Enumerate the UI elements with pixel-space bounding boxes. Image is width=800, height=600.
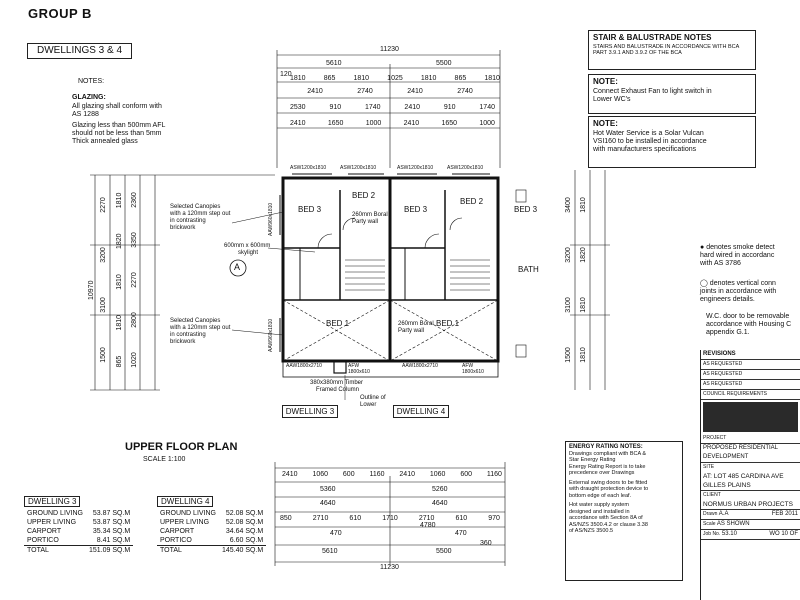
- dim-top-mark: 120: [280, 71, 292, 78]
- dimension-value: 850: [280, 515, 292, 522]
- window-tag: AFW 1800x610: [348, 363, 370, 375]
- revision-row: AS REQUESTED: [701, 360, 800, 370]
- area-row: UPPER LIVING 53.87 SQ.M: [27, 519, 131, 526]
- dimension-value: 2270: [131, 272, 138, 288]
- window-tag: AAW960x1810: [268, 318, 274, 352]
- dimension-value: 1820: [580, 247, 587, 263]
- dimension-value: 2270: [100, 197, 107, 213]
- dimension-value: 2740: [357, 88, 373, 95]
- dimension-value: 1810: [580, 347, 587, 363]
- dimension-value: 865: [323, 75, 336, 82]
- company-logo: [703, 402, 798, 432]
- dim-bottom-3b: 4640: [432, 500, 448, 507]
- dimension-value: 2410: [307, 88, 323, 95]
- dim-overall-top: 11230: [380, 46, 399, 53]
- dimension-value: 1650: [441, 120, 458, 127]
- revision-row: AS REQUESTED: [701, 370, 800, 380]
- dimension-value: 1000: [365, 120, 382, 127]
- dimension-value: 1810: [290, 75, 306, 82]
- window-tag: ASW1200x1810: [290, 165, 327, 171]
- party-wall-top-label: 260mm Boral Party wall: [352, 212, 388, 225]
- dimension-value: 1160: [369, 471, 385, 478]
- dimension-value: 910: [443, 104, 456, 111]
- skylight-label: 600mm x 600mm skylight: [224, 243, 271, 256]
- window-tag: AFW 1800x610: [462, 363, 484, 375]
- dim-right-b: [580, 180, 588, 380]
- dwelling4-tag: DWELLING 4: [393, 405, 449, 418]
- dimension-value: 3400: [565, 197, 572, 213]
- dim-left-half-top: 5610: [326, 60, 342, 67]
- stair-balustrade-notes: STAIR & BALUSTRADE NOTES STAIRS AND BALUSTRADE IN ACCORDANCE WITH BCA PART 3.9.1 AND 3.9.2 OF THE BCA: [588, 30, 756, 70]
- timber-column-label: 380x380mm Timber Framed Column: [310, 380, 364, 393]
- dimension-value: 970: [488, 515, 500, 522]
- glazing-title: GLAZING:: [72, 94, 106, 101]
- dimension-value: 3200: [100, 247, 107, 263]
- dimension-value: 1020: [131, 352, 138, 368]
- dimension-value: 1650: [327, 120, 344, 127]
- dimension-value: 3350: [131, 232, 138, 248]
- energy-rating-notes: ENERGY RATING NOTES: Drawings compliant with BCA & Star Energy Rating Energy Rating Report is to take precedence over Drawings External swing doors to be fitted with draught protection device to bottom edge of each leaf. Hot water supply system designed and installed in accordance with Section 8A of AS/NZS 3500.4.2 or clause 3.38 of AS/NZS 3500.5: [565, 441, 683, 581]
- area-row: CARPORT 35.34 SQ.M: [27, 528, 131, 535]
- dimension-value: 1500: [565, 347, 572, 363]
- glazing-notes: All glazing shall conform with AS 1288 Glazing less than 500mm AFL should not be less than 5mm Thick annealed glass: [72, 103, 166, 145]
- vertical-joint-icon: ◯: [700, 280, 708, 287]
- dim-row-bottom-1: [282, 471, 502, 479]
- revision-row: AS REQUESTED: [701, 380, 800, 390]
- dimension-value: 1740: [364, 104, 381, 111]
- dimension-value: 2410: [407, 88, 423, 95]
- dim-row-top-4: [290, 120, 495, 128]
- dimension-value: 1810: [116, 192, 123, 209]
- dimension-value: 1810: [116, 314, 123, 331]
- dim-bottom-small: 360: [480, 540, 492, 547]
- dimension-value: 1060: [312, 471, 329, 478]
- dimension-value: 610: [349, 515, 362, 522]
- party-wall-bottom-label: 260mm Boral Party wall: [398, 321, 434, 334]
- area-row: GROUND LIVING 53.87 SQ.M: [27, 510, 131, 517]
- dim-row-bottom-4: [280, 515, 500, 523]
- dimension-value: 1810: [484, 75, 500, 82]
- dwelling3-tag: DWELLING 3: [282, 405, 338, 418]
- dim-left-b: [116, 180, 124, 380]
- dimension-value: 2410: [399, 471, 415, 478]
- dimension-value: 1810: [116, 274, 123, 290]
- bed3-left-label: BED 3: [298, 205, 322, 214]
- dim-bottom-5a: 470: [330, 530, 342, 537]
- dim-left-c: [131, 180, 139, 380]
- area-total-row: TOTAL 151.09 SQ.M: [24, 546, 133, 556]
- dimension-value: 2410: [282, 471, 298, 478]
- dim-bottom-left-half: 5610: [322, 548, 338, 555]
- bed2-right-label: BED 2: [460, 197, 484, 206]
- dimension-value: 2740: [457, 88, 473, 95]
- dimension-value: 1810: [353, 75, 370, 82]
- dim-bottom-2b: 5260: [432, 486, 448, 493]
- dimension-value: 610: [455, 515, 468, 522]
- section-marker: A: [234, 262, 241, 272]
- smoke-detector-icon: ●: [700, 244, 705, 251]
- dimension-value: 865: [454, 75, 467, 82]
- canopy-bottom-note: Selected Canopies with a 120mm step out in contrasting brickwork: [170, 318, 231, 345]
- area-row: GROUND LIVING 52.08 SQ.M: [160, 510, 264, 517]
- plan-title: UPPER FLOOR PLAN: [125, 441, 238, 453]
- dimension-value: 3100: [565, 297, 572, 313]
- window-tag: AAW1800x2710: [286, 363, 322, 369]
- dim-right-a: [565, 180, 573, 380]
- area-row: CARPORT 34.64 SQ.M: [160, 528, 264, 535]
- bath-label: BATH: [518, 265, 539, 274]
- wc-door-note: W.C. door to be removable accordance with Housing C appendix G.1.: [706, 313, 792, 336]
- area-table-dwelling4: DWELLING 4 GROUND LIVING 52.08 SQ.M UPPER LIVING 52.08 SQ.M CARPORT 34.64 SQ.M PORTICO 6.60 SQ.M TOTAL 145.40 SQ.M: [157, 491, 266, 555]
- revision-row: COUNCIL REQUIREMENTS: [701, 390, 800, 400]
- vertical-joint-note: ◯ denotes vertical conn joints in accordance with engineers details.: [700, 280, 777, 303]
- bed2-left-label: BED 2: [352, 191, 376, 200]
- exhaust-fan-note: NOTE: Connect Exhaust Fan to light switch in Lower WC's: [588, 74, 756, 114]
- dim-bottom-5c: 4780: [420, 522, 436, 529]
- dim-row-top-2: [290, 88, 490, 96]
- dimension-value: 600: [460, 471, 472, 478]
- plan-scale: SCALE 1:100: [143, 456, 186, 463]
- dimension-value: 600: [342, 471, 355, 478]
- window-tag: ASW1200x1810: [397, 165, 434, 171]
- dimension-value: 2710: [312, 515, 329, 522]
- bed3-right-label: BED 3: [514, 205, 538, 214]
- outline-lower-label: Outline of Lower: [360, 395, 386, 408]
- window-tag: AAW1800x2710: [402, 363, 438, 369]
- dimension-value: 1500: [100, 347, 107, 363]
- dimension-value: 2360: [131, 192, 138, 208]
- dimension-value: 2410: [404, 104, 420, 111]
- dimension-value: 2410: [403, 120, 420, 127]
- window-tag: ASW1200x1810: [340, 165, 377, 171]
- area-row: UPPER LIVING 52.08 SQ.M: [160, 519, 264, 526]
- area-total-row: TOTAL 145.40 SQ.M: [157, 546, 266, 556]
- dimension-value: 1810: [420, 75, 437, 82]
- dim-left-a: [100, 180, 108, 380]
- hot-water-note: NOTE: Hot Water Service is a Solar Vulcan VSI160 to be installed in accordance with manufacturers specifications: [588, 116, 756, 168]
- dwellings-label: DWELLINGS 3 & 4: [27, 43, 132, 59]
- area-row: PORTICO 6.60 SQ.M: [160, 537, 264, 544]
- area-row: PORTICO 8.41 SQ.M: [27, 537, 131, 544]
- dimension-value: 910: [329, 104, 342, 111]
- dimension-value: 1740: [479, 104, 495, 111]
- canopy-top-note: Selected Canopies with a 120mm step out in contrasting brickwork: [170, 204, 231, 231]
- dimension-value: 1060: [429, 471, 446, 478]
- dim-bottom-3a: 4640: [320, 500, 336, 507]
- dimension-value: 865: [116, 355, 123, 368]
- title-block: REVISIONS AS REQUESTED AS REQUESTED AS REQUESTED COUNCIL REQUIREMENTS PROJECT PROPOSED RESIDENTIAL DEVELOPMENT SITE AT: LOT 485 CARDINA AVE GILLES PLAINS CLIENT NORMUS URBAN PROJECTS Drawn A.A FEB 2011 Scale AS SHOWN Job No. 53.10 WO 10 OF: [700, 350, 800, 600]
- dimension-value: 2710: [418, 515, 435, 522]
- dimension-value: 2800: [131, 312, 138, 328]
- dim-bottom-right-half: 5500: [436, 548, 452, 555]
- bed1-left-label: BED 1: [326, 319, 350, 328]
- dimension-value: 3100: [100, 297, 107, 313]
- dimension-value: 2530: [290, 104, 306, 111]
- dim-row-top-1: [290, 75, 500, 83]
- dimension-value: 1710: [382, 515, 398, 522]
- dim-overall-left: 10970: [88, 280, 95, 300]
- dim-bottom-2a: 5360: [320, 486, 336, 493]
- dim-row-top-3: [290, 104, 495, 112]
- dimension-value: 1820: [116, 233, 123, 249]
- smoke-detector-note: ● denotes smoke detect hard wired in accordanc with AS 3786: [700, 244, 775, 267]
- window-tag: ASW1200x1810: [447, 165, 484, 171]
- group-title: GROUP B: [28, 6, 92, 21]
- dimension-value: 1000: [479, 120, 495, 127]
- dimension-value: 3200: [565, 247, 572, 263]
- dim-bottom-5b: 470: [455, 530, 467, 537]
- dim-bottom-overall: 11230: [380, 564, 399, 571]
- dim-right-half-top: 5500: [436, 60, 452, 67]
- window-tag: AAW960x1810: [268, 202, 274, 236]
- dimension-value: 1160: [486, 471, 502, 478]
- bed1-right-label: BED 1: [436, 319, 460, 328]
- dimension-value: 1025: [387, 75, 403, 82]
- notes-heading: NOTES:: [78, 78, 105, 85]
- area-table-dwelling3: DWELLING 3 GROUND LIVING 53.87 SQ.M UPPER LIVING 53.87 SQ.M CARPORT 35.34 SQ.M PORTICO 8.41 SQ.M TOTAL 151.09 SQ.M: [24, 491, 133, 555]
- bed3-mid-label: BED 3: [404, 205, 428, 214]
- dimension-value: 1810: [580, 197, 587, 213]
- dimension-value: 1810: [580, 297, 587, 313]
- dimension-value: 2410: [290, 120, 306, 127]
